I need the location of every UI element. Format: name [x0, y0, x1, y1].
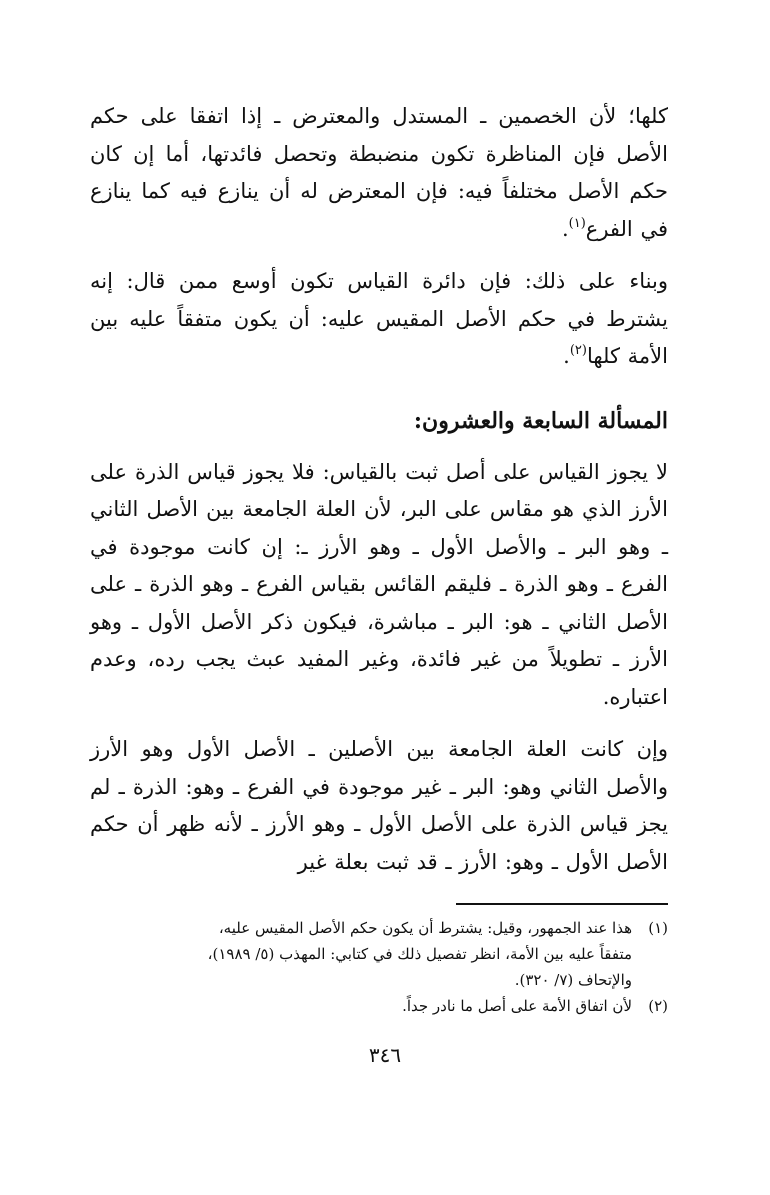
footnote-2-number: (٢) — [648, 997, 668, 1015]
page-body — [90, 98, 668, 881]
footnote-2-line-1: لأن اتفاق الأمة على أصل ما نادر جداً. — [402, 997, 632, 1015]
paragraph-4: وإن كانت العلة الجامعة بين الأصلين ـ الأصل الأول وهو الأرز والأصل الثاني وهو: البر ـ غير موجودة في الفرع ـ وهو: الذرة ـ لم يجز قياس الذرة على الأصل الأول ـ وهو الأرز ـ لأنه ظهر أن حكم الأصل الأول ـ وهو: الأرز ـ قد ثبت بعلة غير — [90, 737, 668, 874]
footnote-ref-2[interactable]: (٢) — [569, 343, 587, 358]
footnote-1-line-1: هذا عند الجمهور، وقيل: يشترط أن يكون حكم الأصل المقيس عليه، — [218, 919, 632, 937]
footnote-1-line-3: والإتحاف (٧/ ٣٢٠). — [514, 971, 632, 989]
paragraph-2 — [90, 263, 668, 376]
page-number: ٣٤٦ — [368, 1043, 402, 1067]
paragraph-2-text: وبناء على ذلك: فإن دائرة القياس تكون أوسع ممن قال: إنه يشترط في حكم الأصل المقيس عليه: أن يكون متفقاً عليه بين الأمة كلها — [90, 269, 668, 368]
paragraph-3: لا يجوز القياس على أصل ثبت بالقياس: فلا يجوز قياس الذرة على الأرز الذي هو مقاس على البر، لأن العلة الجامعة بين الأصل الثاني ـ وهو البر ـ والأصل الأول ـ وهو الأرز ـ: إن كانت موجودة في الفرع ـ وهو الذرة ـ فليقم القائس بقياس الفرع ـ وهو الذرة ـ على الأصل الثاني ـ هو: البر ـ مباشرة، فيكون ذكر الأصل الأول ـ وهو الأرز ـ تطويلاً من غير فائدة، وغير المفيد عبث يجب رده، وعدم اعتباره. — [90, 459, 668, 709]
paragraph-2-tail: . — [563, 344, 570, 368]
footnote-1-number: (١) — [648, 919, 668, 937]
paragraph-1-text: كلها؛ لأن الخصمين ـ المستدل والمعترض ـ إذا اتفقا على حكم الأصل فإن المناظرة تكون منضبطة وتحصل فائدتها، أما إن كان حكم الأصل مختلفاً فيه: فإن المعترض له أن ينازع فيه كما ينازع في الفرع — [90, 104, 668, 241]
footnote-1-line-2: متفقاً عليه بين الأمة، انظر تفصيل ذلك في كتابي: المهذب (٥/ ١٩٨٩)، — [207, 945, 632, 963]
footnote-divider — [456, 903, 668, 905]
footnote-1 — [94, 915, 668, 993]
paragraph-1 — [90, 98, 668, 248]
footnote-2 — [94, 993, 668, 1019]
section-heading: المسألة السابعة والعشرون: — [413, 407, 668, 434]
footnote-ref-1[interactable]: (١) — [568, 215, 586, 231]
footnote-2-text — [94, 993, 632, 1019]
footnotes — [94, 915, 668, 1019]
paragraph-1-tail: . — [561, 216, 569, 241]
footnote-1-text — [94, 915, 632, 993]
